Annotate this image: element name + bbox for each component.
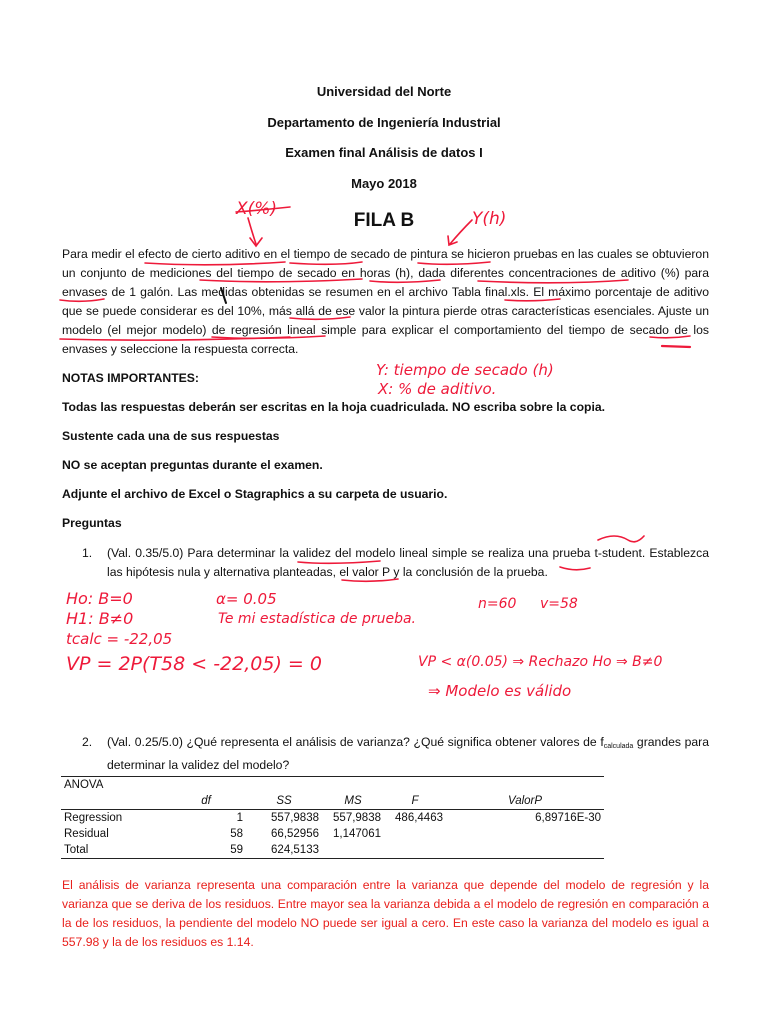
question-text: (Val. 0.25/5.0) ¿Qué representa el análisis de varianza? ¿Qué significa obtener valores de $f_{calculada}$ grandes para determinar la validez del modelo? — [107, 735, 709, 772]
column-header: MS — [322, 793, 384, 810]
table-cell: 624,5133 — [246, 842, 322, 859]
subscript-calculada: calculada — [603, 743, 634, 750]
column-header — [61, 793, 166, 810]
column-header: df — [166, 793, 246, 810]
question-2 — [82, 733, 709, 775]
table-cell — [384, 842, 446, 859]
annotation-x-label: X(%) — [236, 199, 278, 219]
table-cell: Regression — [64, 812, 123, 824]
table-cell: 486,4463 — [395, 812, 443, 824]
table-row — [61, 842, 604, 859]
annotation-p-value: VP = 2P(T58 < -22,05) = 0 — [66, 653, 322, 675]
arrow-mark — [448, 236, 457, 245]
exam-title: Examen final Análisis de datos I — [285, 145, 483, 160]
table-cell: 66,52956 — [271, 828, 319, 840]
annotation-v: v=58 — [540, 596, 578, 612]
exam-date: Mayo 2018 — [351, 176, 417, 191]
questions-title: Preguntas — [62, 516, 122, 530]
annotation-null-hypothesis: Ho: B=0 — [66, 589, 133, 608]
annotation-test-statistic: Te mi estadística de prueba. — [218, 611, 417, 627]
fila-title: FILA B — [353, 210, 415, 231]
table-cell: 557,9838 — [271, 812, 319, 824]
table-cell: 59 — [166, 842, 246, 859]
table-cell: 1 — [236, 812, 243, 824]
column-header: SS — [246, 793, 322, 810]
answer-paragraph: El análisis de varianza representa una comparación entre la varianza que depende del modelo de regresión y la varianza que se deriva de los residuos. Entre mayor sea la varianza debida a el modelo de regresión en comparación a la de los residuos, la pendiente del modelo NO puede ser igual a cero. En este caso la varianza del modelo es igual a 557.98 y la de los residuos es 1.14. — [62, 878, 709, 949]
anova-title: ANOVA — [61, 777, 604, 794]
table-cell — [446, 826, 604, 842]
annotation-x-definition: X: % de aditivo. — [378, 380, 497, 398]
department-title: Departamento de Ingeniería Industrial — [267, 115, 501, 130]
table-cell: 6,89716E-30 — [535, 812, 601, 824]
annotation-model-valid: ⇒ Modelo es válido — [428, 682, 572, 700]
table-cell: 58 — [230, 828, 243, 840]
swoosh-mark — [598, 536, 644, 542]
anova-title-row — [61, 777, 604, 794]
notes-title: NOTAS IMPORTANTES: — [62, 371, 199, 385]
question-1 — [82, 544, 709, 582]
note-item: Adjunte el archivo de Excel o Stagraphics a su carpeta de usuario. — [62, 487, 448, 501]
question-number: 1. — [82, 546, 93, 560]
table-row — [61, 810, 604, 827]
table-cell — [446, 842, 604, 859]
annotation-conclusion: VP < α(0.05) ⇒ Rechazo Ho ⇒ B≠0 — [418, 654, 663, 670]
column-header: F — [384, 793, 446, 810]
note-item: NO se aceptan preguntas durante el examen. — [62, 458, 323, 472]
intro-paragraph: Para medir el efecto de cierto aditivo en el tiempo de secado de pintura se hicieron pruebas en las cuales se obtuvieron un conjunto de mediciones del tiempo de secado en horas (h), dada diferentes concentraciones de aditivo (%) para envases de 1 galón. Las medidas obtenidas se resumen en el archivo Tabla final.xls. El máximo porcentaje de aditivo que se puede considerar es del 10%, más allá de ese valor la pintura pierde otras características esenciales. Ajuste un modelo (el mejor modelo) de regresión lineal simple para explicar el comportamiento del tiempo de secado de los envases y seleccione la respuesta correcta. — [62, 247, 709, 356]
table-cell: 1,147061 — [333, 828, 381, 840]
table-cell — [384, 826, 446, 842]
table-cell: 557,9838 — [333, 812, 381, 824]
table-row — [61, 826, 604, 842]
question-number: 2. — [82, 735, 93, 749]
table-cell: Total — [61, 842, 166, 859]
anova-header-row — [61, 793, 604, 810]
table-cell — [322, 842, 384, 859]
university-title: Universidad del Norte — [316, 84, 452, 99]
note-item: Sustente cada una de sus respuestas — [62, 429, 280, 443]
annotation-y-definition: Y: tiempo de secado (h) — [376, 361, 554, 379]
anova-table — [61, 776, 604, 859]
column-header: ValorP — [446, 793, 604, 810]
annotation-y-label: Y(h) — [472, 209, 507, 229]
annotation-alpha: α= 0.05 — [216, 590, 277, 608]
note-item: Todas las respuestas deberán ser escritas en la hoja cuadriculada. NO escriba sobre la copia. — [62, 400, 606, 414]
annotation-alt-hypothesis: H1: B≠0 — [66, 609, 134, 628]
question-text: (Val. 0.35/5.0) Para determinar la validez del modelo lineal simple se realiza una prueba t-student. Establezca las hipótesis nula y alternativa planteadas, el valor P y la conclusión de la prueba. — [107, 546, 709, 579]
annotation-tcalc: tcalc = -22,05 — [66, 630, 173, 648]
table-cell: Residual — [64, 828, 109, 840]
annotation-n: n=60 — [478, 596, 517, 612]
